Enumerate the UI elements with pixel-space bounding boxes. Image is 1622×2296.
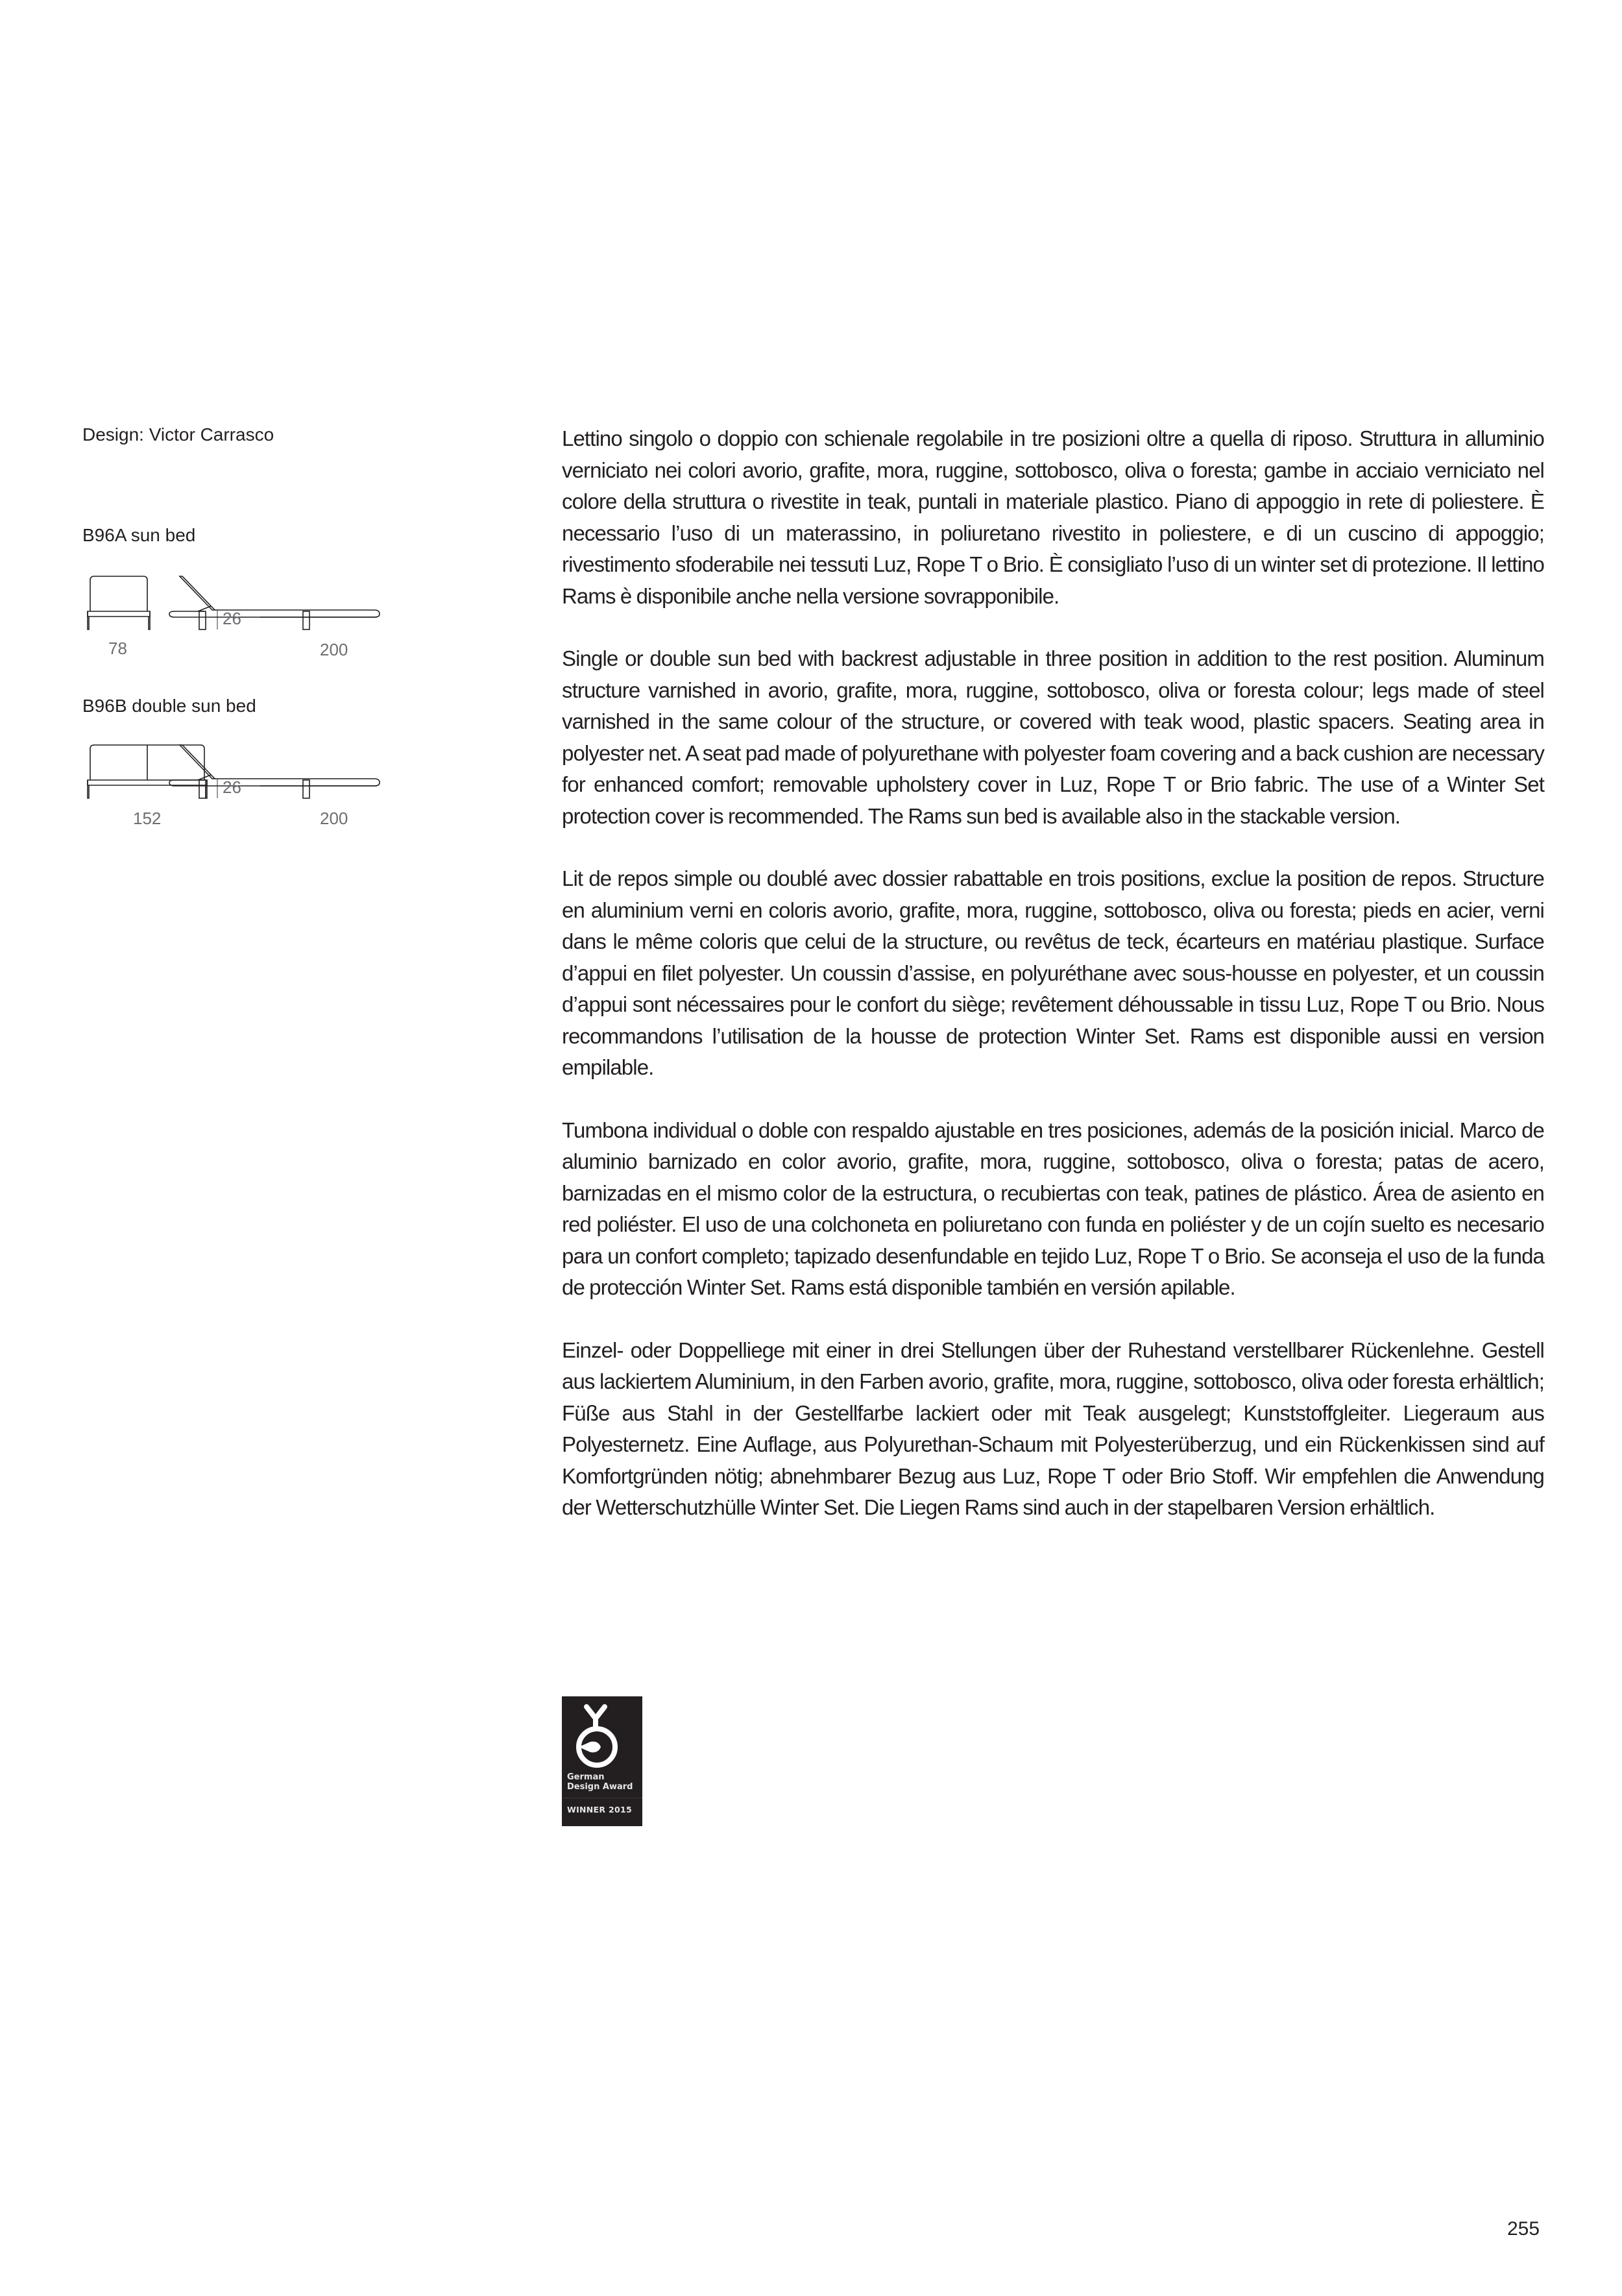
dimension-width: 78 bbox=[108, 639, 127, 658]
side-backrest bbox=[180, 745, 215, 779]
leg-right bbox=[149, 611, 150, 629]
german-design-award-badge bbox=[562, 1696, 642, 1826]
leg-left bbox=[88, 780, 89, 798]
dimension-height: 26 bbox=[223, 609, 241, 628]
award-medal-icon bbox=[568, 1702, 636, 1769]
description-column bbox=[562, 423, 1544, 1555]
backrest-outline bbox=[90, 576, 147, 611]
front-view-single bbox=[88, 576, 150, 629]
description-italian: Lettino singolo o doppio con schienale regolabile in tre posizioni oltre a quella di riposo. Struttura in alluminio verniciato nei colori avorio, grafite, mora, ruggine, sottobosco, oliva o foresta; gambe in acciaio verniciato nel colore della struttura o rivestite in teak, puntali in materiale plastico. Piano di appoggio in rete di poliestere. È necessario l’uso di un materassino, in poliuretano rivestito in poliestere, e di un cuscino di appoggio; rivestimento sfoderabile nei tessuti Luz, Rope T o Brio. È consigliato l’uso di un winter set di protezione. Il lettino Rams è disponibile anche nella versione sovrapponibile. bbox=[562, 426, 1544, 608]
dimension-length: 200 bbox=[320, 809, 348, 828]
model-title-b96b: B96B double sun bed bbox=[82, 696, 256, 716]
front-view-double bbox=[88, 745, 207, 798]
side-view-double bbox=[169, 745, 380, 798]
award-text-line2: Design Award bbox=[567, 1782, 633, 1792]
side-leg-back bbox=[303, 780, 309, 798]
drawing-b96b bbox=[82, 740, 420, 831]
leg-left bbox=[88, 611, 89, 629]
side-leg-back bbox=[303, 611, 309, 629]
description-french: Lit de repos simple ou doublé avec dossier rabattable en trois positions, exclue la position de repos. Structure en aluminium verni en coloris avorio, grafite, mora, ruggine, sottobosco, oliva ou foresta; pieds en acier, verni dans le même coloris que celui de la structure, ou revêtus de teck, écarteurs en matériau plastique. Surface d’appui en filet polyester. Un coussin d’assise, en polyuréthane avec sous-housse en polyester, et un coussin d’appui sont nécessaires pour le confort du siège; revêtement déhoussable in tissu Luz, Rope T ou Brio. Nous recommandons l’utilisation de la housse de protection Winter Set. Rams est disponible aussi en version empilable. bbox=[562, 866, 1544, 1079]
drawing-b96a bbox=[82, 571, 420, 662]
description-german: Einzel- oder Doppelliege mit einer in drei Stellungen über der Ruhestand verstellbarer Rückenlehne. Gestell aus lackiertem Aluminium, in den Farben avorio, grafite, mora, ruggine, sottobosco, oliva oder foresta erhältlich; Füße aus Stahl in der Gestellfarbe lackiert oder mit Teak ausgelegt; Kunststoffgleiter. Liegeraum aus Polyesternetz. Eine Auflage, aus Polyurethan-Schaum mit Polyesterüberzug, und ein Rückenkissen sind auf Komfortgründen nötig; abnehmbarer Bezug aus Luz, Rope T oder Brio Stoff. Wir empfehlen die Anwendung der Wetterschutzhülle Winter Set. Die Liegen Rams sind auch in der stapelbaren Version erhältlich. bbox=[562, 1337, 1544, 1519]
seat-outline bbox=[88, 611, 150, 617]
award-text-winner: WINNER 2015 bbox=[567, 1805, 632, 1814]
dimension-height: 26 bbox=[223, 777, 241, 797]
seat-outline bbox=[88, 780, 207, 785]
dimension-length: 200 bbox=[320, 640, 348, 659]
side-leg-front bbox=[199, 611, 206, 629]
side-leg-front bbox=[199, 780, 206, 798]
description-english: Single or double sun bed with backrest adjustable in three position in addition to the rest position. Aluminum structure varnished in avorio, grafite, mora, ruggine, sottobosco, oliva or foresta colour; legs made of steel varnished in the same colour of the structure, or covered with teak wood, plastic spacers. Seating area in polyester net. A seat pad made of polyurethane with polyester foam covering and a back cushion are necessary for enhanced comfort; removable upholstery cover in Luz, Rope T or Brio fabric. The use of a Winter Set protection cover is recommended. The Rams sun bed is available also in the stackable version. bbox=[562, 646, 1544, 828]
model-title-b96a: B96A sun bed bbox=[82, 525, 196, 545]
side-backrest bbox=[180, 576, 215, 610]
designer-credit: Design: Victor Carrasco bbox=[82, 424, 274, 445]
page-number: 255 bbox=[1507, 2218, 1540, 2240]
description-spanish: Tumbona individual o doble con respaldo ajustable en tres posiciones, además de la posición inicial. Marco de aluminio barnizado en color avorio, grafite, mora, ruggine, sottobosco, oliva o foresta; patas de acero, barnizadas en el mismo color de la estructura, o recubiertas con teak, patines de plástico. Área de asiento en red poliéster. El uso de una colchoneta en poliuretano con funda en poliéster y de un cojín suelto es necesario para un confort completo; tapizado desenfundable en tejido Luz, Rope T o Brio. Se aconseja el uso de la funda de protección Winter Set. Rams está disponible también en versión apilable. bbox=[562, 1117, 1544, 1299]
award-text-line1: German bbox=[567, 1772, 605, 1782]
technical-drawing-single bbox=[82, 571, 420, 662]
side-view-single bbox=[169, 576, 380, 629]
backrest-support bbox=[198, 606, 211, 611]
dimension-width: 152 bbox=[133, 809, 162, 828]
